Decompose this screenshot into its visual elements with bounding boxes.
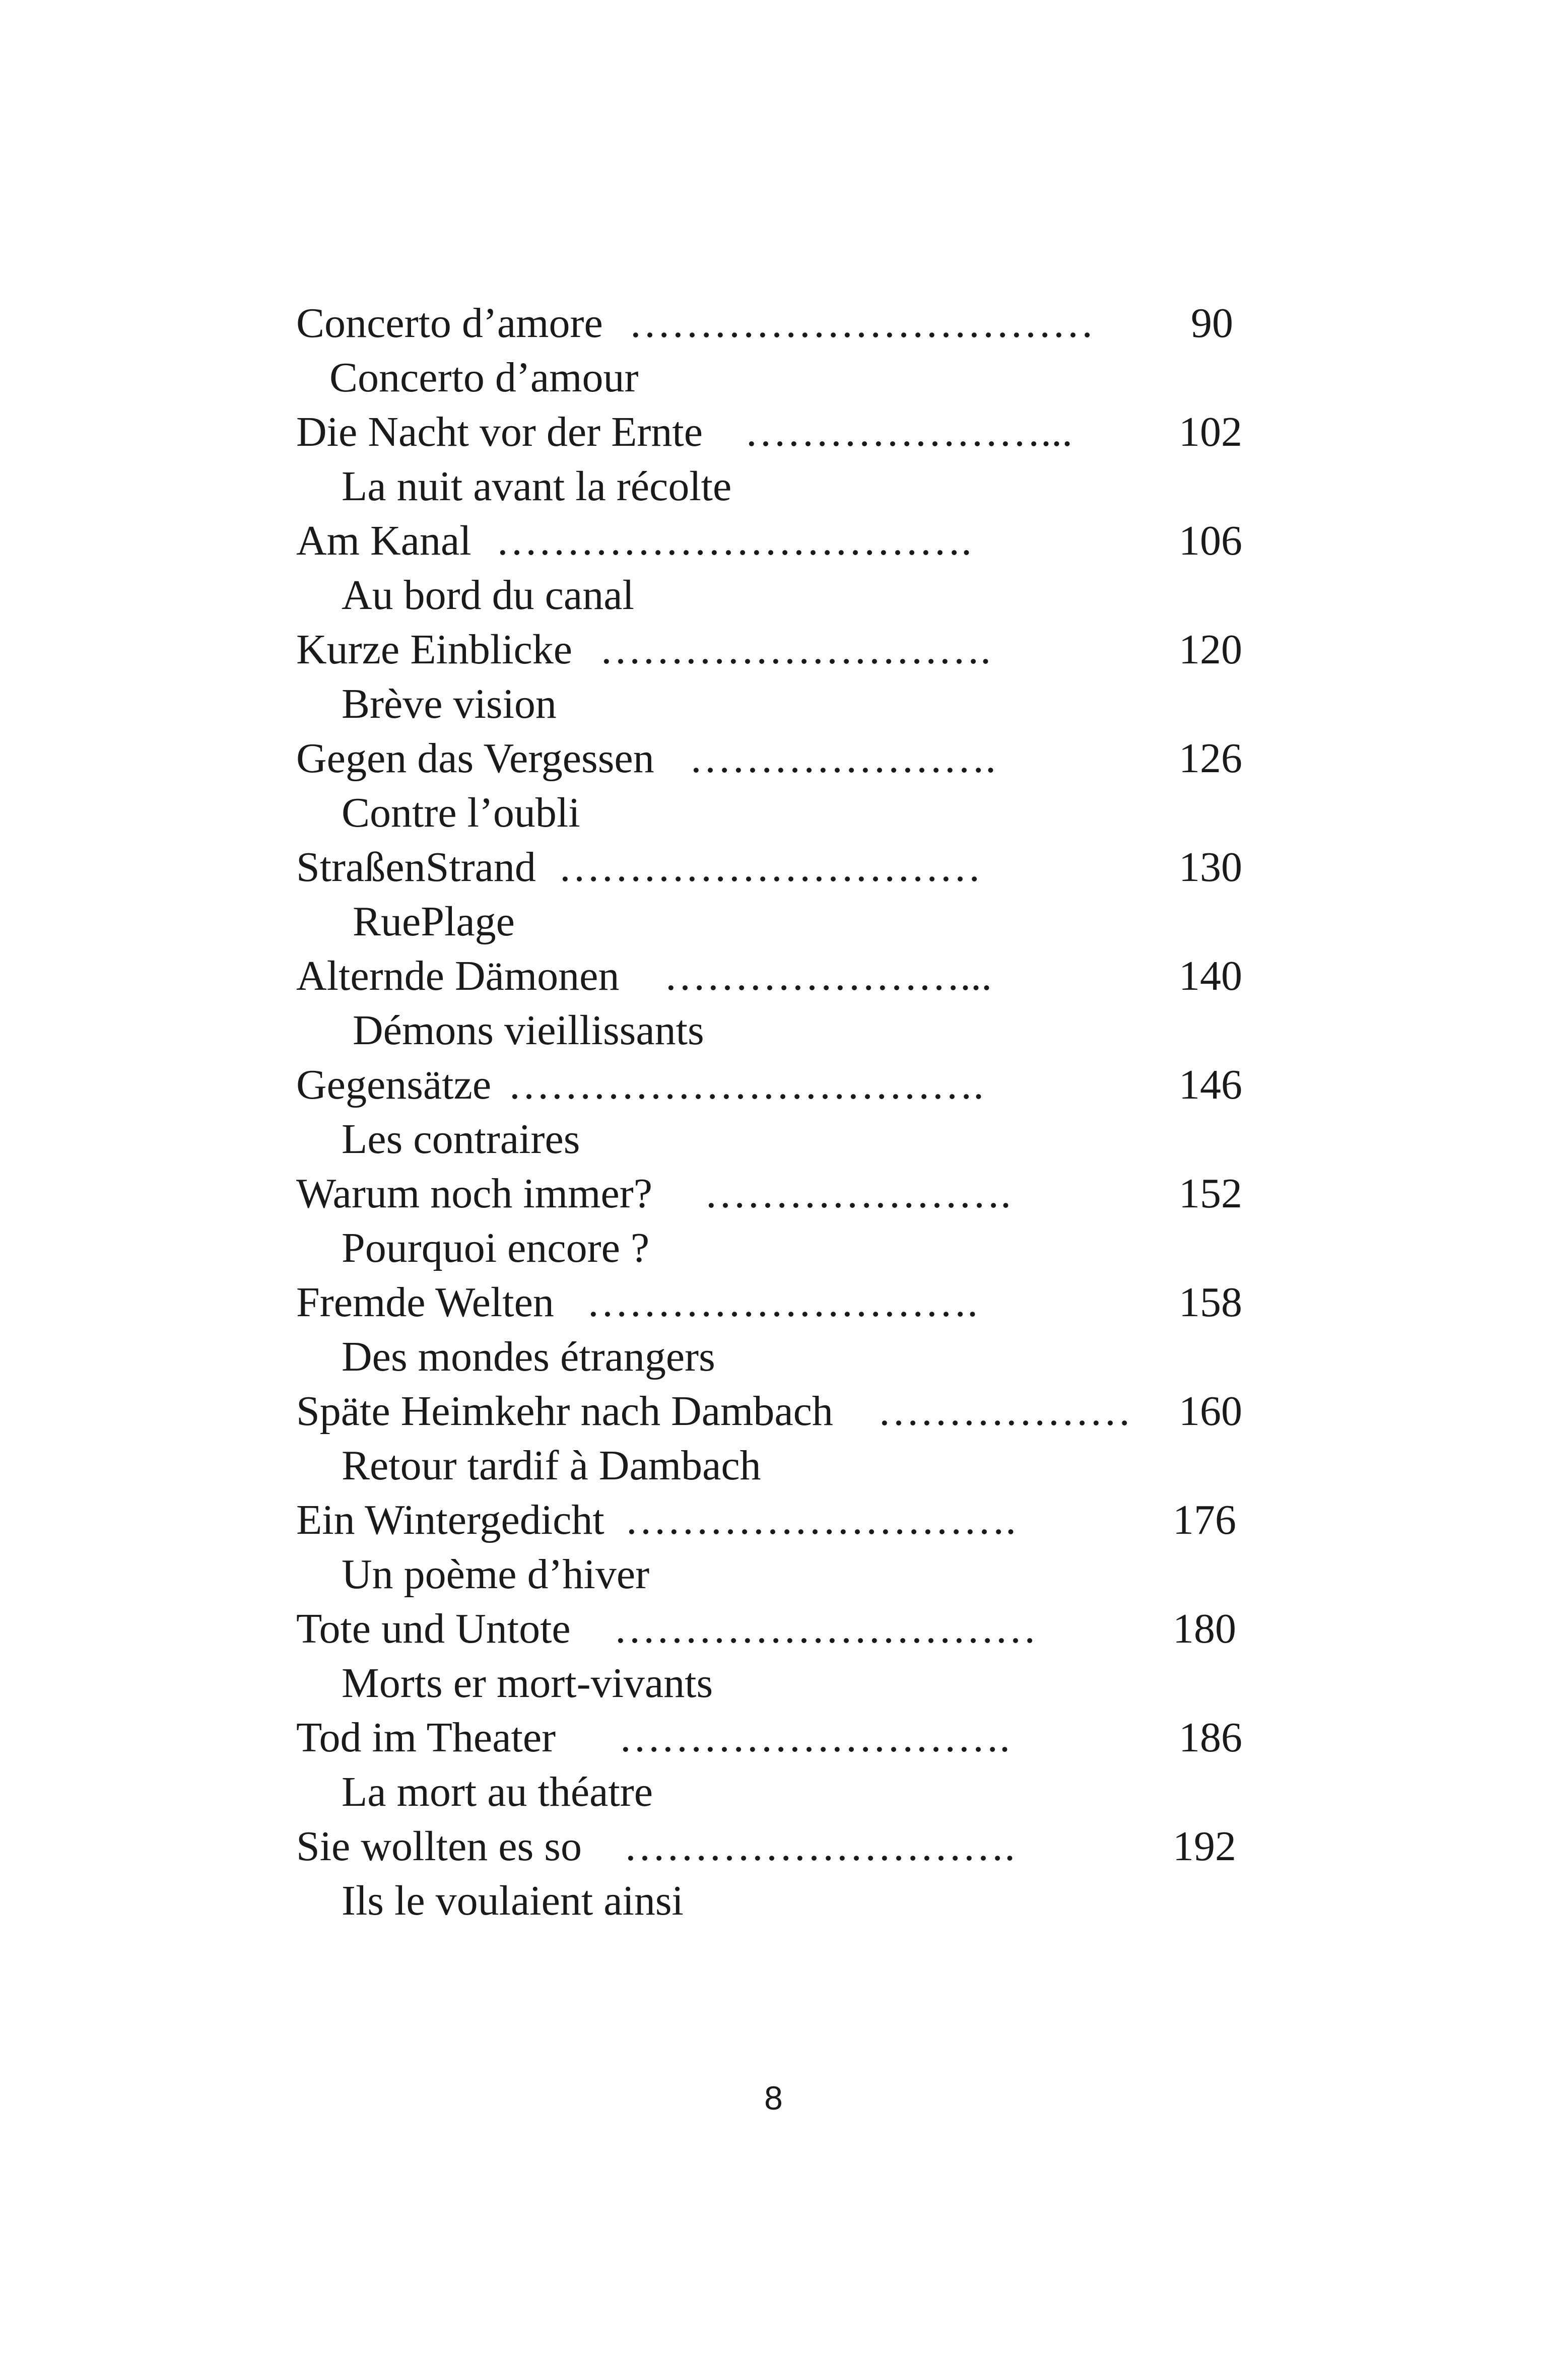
toc-entry-title: StraßenStrand: [296, 844, 536, 891]
toc-leader-dots: ……………………….: [619, 1714, 1010, 1761]
toc-entry-main-line: [296, 1711, 1253, 1765]
toc-entry-subtitle: Morts er mort-vivants: [342, 1660, 713, 1707]
toc-page-number: 90: [1191, 300, 1233, 347]
toc-entry-main-line: [296, 1167, 1253, 1221]
toc-entry-title: Concerto d’amore: [296, 300, 603, 347]
toc-entry-subtitle: Pourquoi encore ?: [342, 1225, 650, 1271]
toc-entry: [296, 1167, 1253, 1275]
toc-entry-title: Fremde Welten: [296, 1279, 554, 1326]
toc-entry: [296, 1711, 1253, 1819]
toc-entry-title: Ein Wintergedicht: [296, 1497, 604, 1543]
toc-entry-main-line: [296, 1493, 1253, 1547]
toc-entry-subtitle-line: [296, 1765, 1253, 1819]
toc-entry-subtitle: Concerto d’amour: [329, 354, 639, 401]
toc-page-number: 158: [1179, 1279, 1242, 1326]
toc-leader-dots: ……………………….: [599, 626, 991, 673]
toc-leader-dots: ………………: [878, 1388, 1131, 1435]
toc-page-number: 140: [1179, 953, 1242, 999]
toc-entry-subtitle-line: [296, 1330, 1253, 1384]
toc-entry: [296, 731, 1253, 840]
toc-entry-title: Gegensätze: [296, 1061, 492, 1108]
toc-entry-title: Tod im Theater: [296, 1714, 556, 1761]
toc-entry-subtitle-line: [296, 1439, 1253, 1493]
toc-page-number: 106: [1179, 517, 1242, 564]
toc-page-number: 102: [1179, 409, 1242, 455]
toc-page-number: 152: [1179, 1170, 1242, 1217]
toc-entry-title: Warum noch immer?: [296, 1170, 652, 1217]
toc-entry-main-line: [296, 1602, 1253, 1656]
toc-entry-main-line: [296, 623, 1253, 677]
toc-leader-dots: …………………………: [558, 844, 981, 891]
toc-leader-dots: ……………………………: [629, 300, 1094, 347]
toc-entry-main-line: [296, 514, 1253, 568]
toc-entry-subtitle: La mort au théatre: [342, 1769, 653, 1815]
toc-leader-dots: ………………….: [704, 1170, 1011, 1217]
table-of-contents: [296, 296, 1253, 1928]
toc-entry-subtitle: Un poème d’hiver: [342, 1551, 650, 1598]
toc-entry: [296, 514, 1253, 623]
toc-entry-title: Kurze Einblicke: [296, 626, 573, 673]
toc-entry-subtitle-line: [296, 1874, 1253, 1928]
toc-page-number: 192: [1173, 1823, 1236, 1870]
toc-entry-subtitle-line: [296, 459, 1253, 514]
toc-leader-dots: ……………………….: [625, 1497, 1016, 1543]
toc-entry: [296, 1602, 1253, 1711]
toc-page-number: 160: [1179, 1388, 1242, 1435]
toc-entry-main-line: [296, 731, 1253, 786]
toc-entry-main-line: [296, 1275, 1253, 1330]
toc-entry: [296, 1275, 1253, 1384]
toc-page-number: 126: [1179, 735, 1242, 782]
toc-entry-title: Späte Heimkehr nach Dambach: [296, 1388, 833, 1435]
toc-entry-subtitle: Démons vieillissants: [353, 1007, 704, 1054]
toc-entry-main-line: [296, 1384, 1253, 1439]
toc-entry-subtitle-line: [296, 677, 1253, 731]
toc-leader-dots: …………………………: [614, 1605, 1037, 1652]
toc-entry-subtitle: Au bord du canal: [342, 572, 634, 619]
toc-page-number: 120: [1179, 626, 1242, 673]
toc-entry: [296, 1058, 1253, 1167]
toc-entry-title: Alternde Dämonen: [296, 953, 620, 999]
toc-entry-subtitle-line: [296, 786, 1253, 840]
toc-entry: [296, 296, 1253, 405]
toc-page-number: 186: [1179, 1714, 1242, 1761]
toc-entry-title: Tote und Untote: [296, 1605, 571, 1652]
toc-entry-subtitle: Brève vision: [342, 681, 557, 727]
toc-leader-dots: …………………………….: [496, 517, 972, 564]
toc-entry-main-line: [296, 949, 1253, 1003]
toc-leader-dots: …………………...: [664, 953, 992, 999]
toc-entry: [296, 405, 1253, 514]
toc-entry-subtitle: RuePlage: [353, 898, 515, 945]
toc-entry-main-line: [296, 1819, 1253, 1874]
toc-entry-subtitle-line: [296, 351, 1253, 405]
toc-entry-subtitle-line: [296, 1112, 1253, 1167]
toc-entry-main-line: [296, 405, 1253, 459]
toc-entry-main-line: [296, 1058, 1253, 1112]
toc-entry-subtitle: Retour tardif à Dambach: [342, 1442, 761, 1489]
toc-entry-main-line: [296, 840, 1253, 895]
toc-entry-subtitle: Des mondes étrangers: [342, 1333, 715, 1380]
toc-entry-subtitle: La nuit avant la récolte: [342, 463, 732, 510]
toc-entry-title: Sie wollten es so: [296, 1823, 582, 1870]
toc-entry-subtitle-line: [296, 1003, 1253, 1058]
toc-entry: [296, 623, 1253, 731]
toc-entry: [296, 840, 1253, 949]
toc-entry-subtitle-line: [296, 1656, 1253, 1711]
toc-leader-dots: …………………………….: [508, 1061, 984, 1108]
toc-entry-subtitle-line: [296, 1221, 1253, 1275]
toc-entry: [296, 1384, 1253, 1493]
toc-page-number: 176: [1173, 1497, 1236, 1543]
toc-entry: [296, 1493, 1253, 1602]
toc-page-number: 180: [1173, 1605, 1236, 1652]
toc-leader-dots: ……………………….: [586, 1279, 978, 1326]
toc-entry-title: Am Kanal: [296, 517, 472, 564]
toc-page-number: 146: [1179, 1061, 1242, 1108]
toc-entry-subtitle: Ils le voulaient ainsi: [342, 1877, 684, 1924]
toc-leader-dots: …………………...: [745, 409, 1072, 455]
page-number: 8: [764, 2079, 783, 2117]
toc-entry-subtitle-line: [296, 895, 1253, 949]
toc-leader-dots: ………………….: [689, 735, 996, 782]
toc-entry-main-line: [296, 296, 1253, 351]
toc-entry: [296, 1819, 1253, 1928]
toc-entry-subtitle: Les contraires: [342, 1116, 580, 1163]
toc-entry-title: Die Nacht vor der Ernte: [296, 409, 703, 455]
toc-entry-subtitle: Contre l’oubli: [342, 789, 580, 836]
toc-entry-subtitle-line: [296, 568, 1253, 623]
toc-entry: [296, 949, 1253, 1058]
toc-leader-dots: ……………………….: [624, 1823, 1015, 1870]
toc-entry-subtitle-line: [296, 1547, 1253, 1602]
toc-page-number: 130: [1179, 844, 1242, 891]
toc-entry-title: Gegen das Vergessen: [296, 735, 654, 782]
